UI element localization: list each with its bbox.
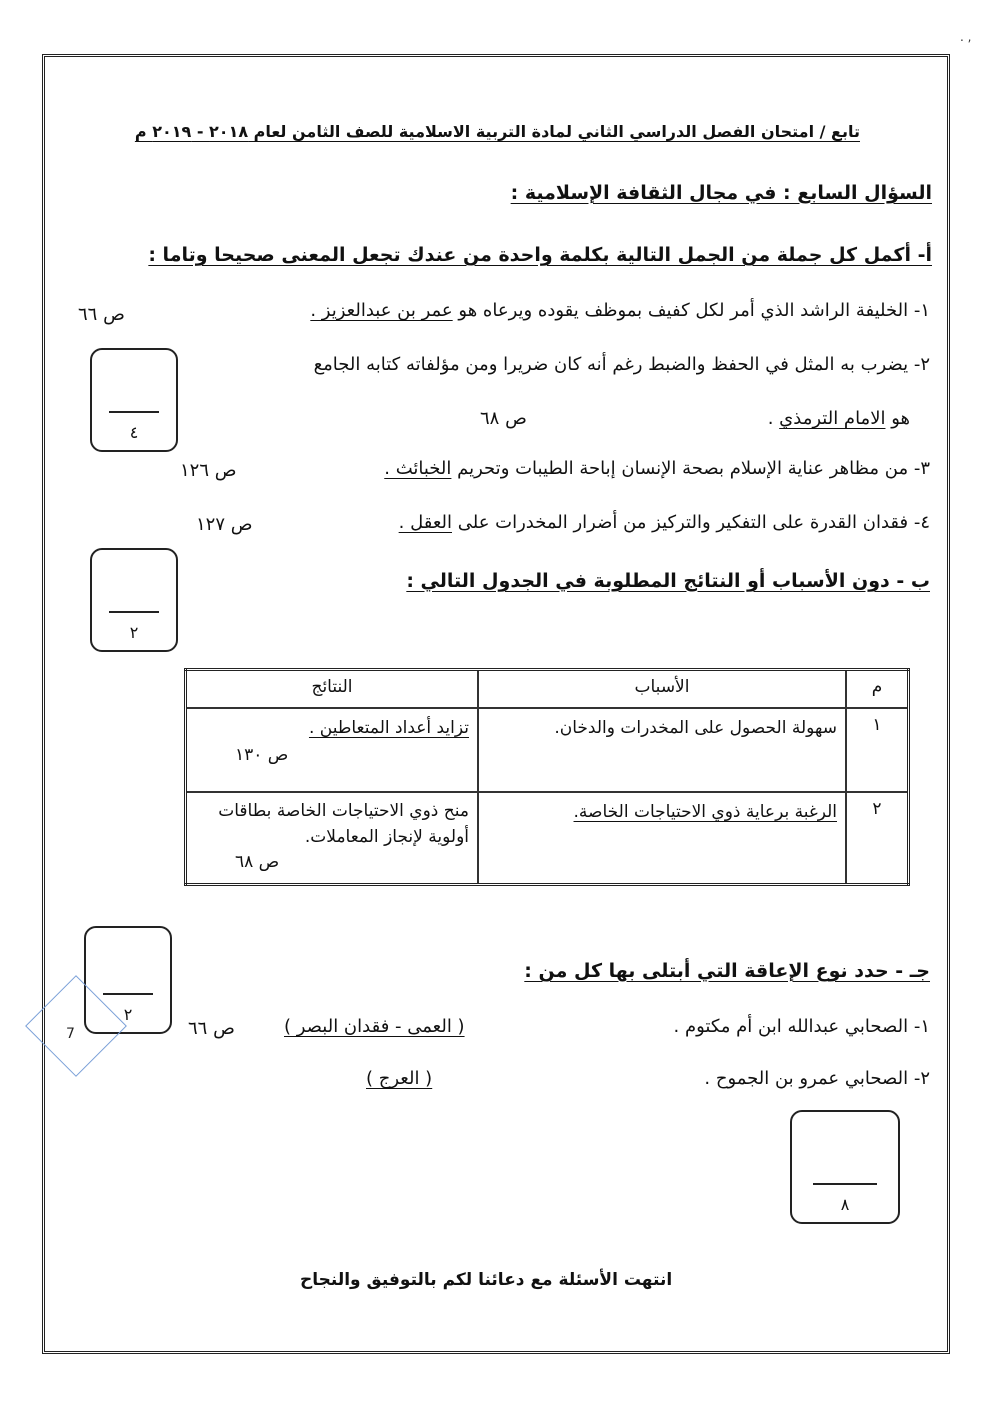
part-a-item-1-ref: ص ٦٦	[78, 304, 125, 325]
item-answer: الخبائث .	[384, 458, 452, 479]
item-answer: عمر بن عبدالعزيز .	[310, 300, 453, 321]
part-a-score-box	[90, 348, 178, 452]
row-result	[186, 792, 479, 884]
col-header-results: النتائج	[186, 670, 479, 709]
result-text: تزايد أعداد المتعاطين .	[308, 718, 469, 738]
score-divider	[103, 993, 153, 995]
part-c-item-2: ٢- الصحابي عمرو بن الجموح .	[704, 1068, 930, 1089]
page-number: 7	[66, 1026, 75, 1042]
score-divider	[109, 411, 159, 413]
part-a-item-2-ref: ص ٦٨	[480, 408, 527, 429]
part-a-item-3-ref: ص ١٢٦	[180, 460, 237, 481]
item-answer: الامام الترمذي	[779, 408, 886, 429]
item-text: ٣- من مظاهر عناية الإسلام بصحة الإنسان إباحة الطيبات وتحريم	[457, 458, 930, 479]
score-value: ٨	[840, 1195, 850, 1214]
item-text: ١- الخليفة الراشد الذي أمر لكل كفيف بموظف يقوده ويرعاه هو	[458, 300, 930, 321]
item-answer: العقل .	[398, 512, 452, 533]
part-c-item-1: ١- الصحابي عبدالله ابن أم مكتوم .	[673, 1016, 930, 1037]
item-text: هو	[891, 408, 910, 429]
part-a-item-2: ٢- يضرب به المثل في الحفظ والضبط رغم أنه كان ضريرا ومن مؤلفاته كتابه الجامع	[313, 354, 930, 375]
corner-mark: . ,	[960, 30, 972, 44]
col-header-causes: الأسباب	[478, 670, 846, 709]
total-score-box	[790, 1110, 900, 1224]
result-ref: ص ١٣٠	[235, 745, 289, 766]
table-row	[186, 792, 909, 884]
part-a-item-3	[384, 458, 930, 479]
row-cause: الرغبة برعاية ذوي الاحتياجات الخاصة.	[478, 792, 846, 884]
part-a-item-1	[310, 300, 930, 321]
col-header-number: م	[846, 670, 909, 709]
result-text: منح ذوي الاحتياجات الخاصة بطاقات أولوية لإنجاز المعاملات.	[218, 801, 469, 847]
table-row	[186, 708, 909, 792]
exam-header: تابع / امتحان الفصل الدراسي الثاني لمادة التربية الاسلامية للصف الثامن لعام ٢٠١٨ - ٢٠١٩ م	[134, 122, 860, 141]
score-divider	[813, 1183, 877, 1185]
part-c-item-2-answer: ( العرج )	[366, 1068, 433, 1089]
part-a-item-4-ref: ص ١٢٧	[196, 514, 253, 535]
score-value: ٤	[129, 423, 139, 442]
row-cause: سهولة الحصول على المخدرات والدخان.	[478, 708, 846, 792]
table-header-row	[186, 670, 909, 709]
part-b-score-box	[90, 548, 178, 652]
item-text: ٤- فقدان القدرة على التفكير والتركيز من أضرار المخدرات على	[457, 512, 930, 533]
score-divider	[109, 611, 159, 613]
item-tail: .	[767, 408, 774, 429]
score-value: ٢	[129, 623, 139, 642]
result-ref: ص ٦٨	[235, 852, 280, 872]
part-c-title: جـ - حدد نوع الإعاقة التي أبتلى بها كل من :	[524, 960, 930, 982]
closing-message: انتهت الأسئلة مع دعائنا لكم بالتوفيق والنجاح	[300, 1270, 673, 1290]
part-a-item-2-answer-line	[768, 408, 910, 429]
row-number: ١	[846, 708, 909, 792]
question-title: السؤال السابع : في مجال الثقافة الإسلامية :	[510, 182, 932, 204]
causes-results-table	[184, 668, 910, 886]
score-value: ٢	[123, 1005, 133, 1024]
part-a-title: أ- أكمل كل جملة من الجمل التالية بكلمة واحدة من عندك تجعل المعنى صحيحا وتاما :	[148, 244, 932, 266]
part-a-item-4	[399, 512, 930, 533]
row-number: ٢	[846, 792, 909, 884]
row-result	[186, 708, 479, 792]
part-b-title: ب - دون الأسباب أو النتائج المطلوبة في الجدول التالي :	[406, 570, 930, 592]
part-c-item-1-ref: ص ٦٦	[188, 1018, 235, 1039]
part-c-item-1-answer: ( العمى - فقدان البصر )	[284, 1016, 465, 1037]
